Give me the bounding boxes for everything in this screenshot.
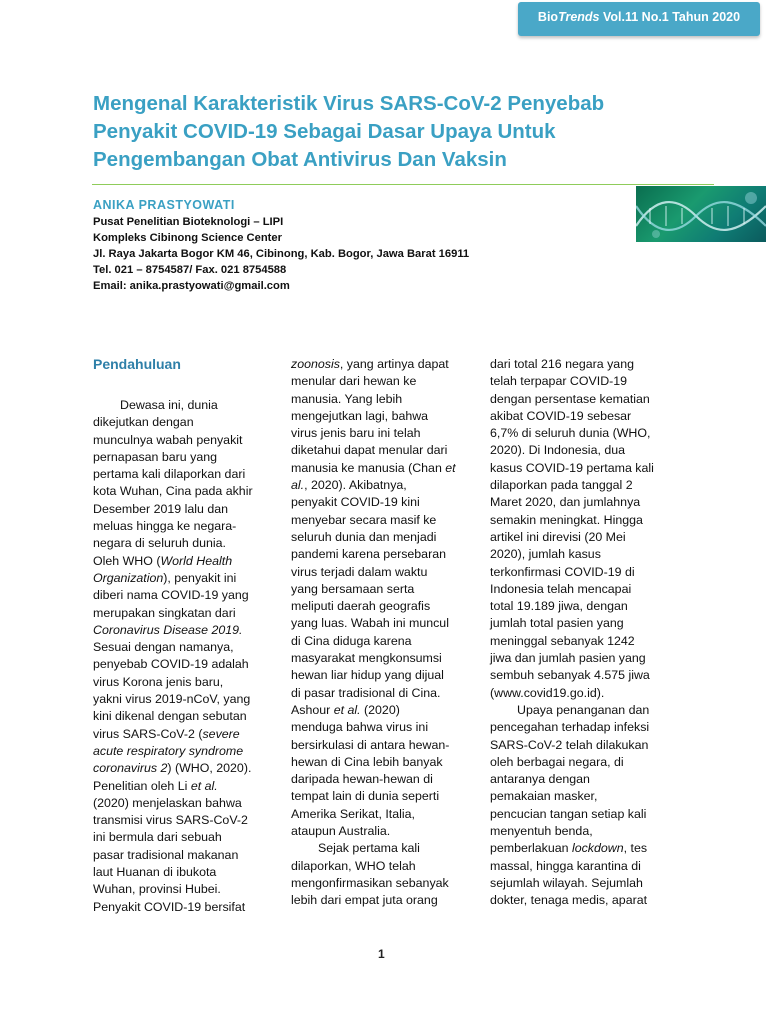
text-line: menular dari hewan ke bbox=[291, 374, 417, 389]
text-line: hewan liar hidup yang dijual bbox=[291, 668, 444, 683]
text-line: meliputi daerah geografis bbox=[291, 599, 431, 614]
text-line: jumlah total pasien yang bbox=[490, 616, 624, 631]
text-line: ataupun Australia. bbox=[291, 824, 391, 839]
text-line: kini dikenal dengan sebutan bbox=[93, 709, 247, 724]
text-line: pemberlakuan lockdown, tes bbox=[490, 841, 648, 856]
affiliation-email: Email: anika.prastyowati@gmail.com bbox=[93, 280, 290, 292]
text-line: virus Korona jenis baru, bbox=[93, 674, 224, 689]
italic-term: et al. bbox=[333, 702, 361, 717]
title-line: Mengenal Karakteristik Virus SARS-CoV-2 Penyebab bbox=[93, 92, 605, 115]
article-title bbox=[93, 90, 693, 174]
text-column-1 bbox=[93, 397, 278, 916]
text-line: pemakaian masker, bbox=[490, 789, 598, 804]
text-line: hewan di Cina lebih banyak bbox=[291, 754, 443, 769]
italic-term: zoonosis bbox=[291, 357, 340, 371]
text-line: acute respiratory syndrome bbox=[93, 743, 244, 758]
text-line: semakin meningkat. Hingga bbox=[490, 512, 643, 527]
text-line: virus terjadi dalam waktu bbox=[291, 564, 428, 579]
text-line: menyentuh benda, bbox=[490, 824, 593, 839]
text-line: dilaporkan, WHO telah bbox=[291, 858, 416, 873]
text-line: pertama kali dilaporkan dari bbox=[93, 467, 246, 482]
text-line: Ashour et al. (2020) bbox=[291, 702, 400, 717]
dna-banner-image bbox=[636, 186, 766, 242]
italic-term: et al. bbox=[190, 778, 218, 793]
text-line: artikel ini direvisi (20 Mei bbox=[490, 529, 626, 544]
text-line: SARS-CoV-2 telah dilakukan bbox=[490, 737, 649, 752]
text-line: mengejutkan lagi, bahwa bbox=[291, 408, 429, 423]
text-line: yakni virus 2019-nCoV, yang bbox=[93, 692, 251, 707]
italic-term: Organization bbox=[93, 570, 164, 585]
text-line: Wuhan, provinsi Hubei. bbox=[93, 882, 221, 897]
text-line: dari total 216 negara yang bbox=[490, 357, 634, 371]
text-line: Penelitian oleh Li et al. bbox=[93, 778, 218, 793]
text-line: 6,7% di seluruh dunia (WHO, bbox=[490, 426, 651, 441]
text-line: munculnya wabah penyakit bbox=[93, 432, 243, 447]
journal-volume: Vol.11 No.1 Tahun 2020 bbox=[599, 10, 741, 24]
text-line: manusia ke manusia (Chan et bbox=[291, 460, 456, 475]
text-line: merupakan singkatan dari bbox=[93, 605, 236, 620]
text-line: total 19.189 jiwa, dengan bbox=[490, 599, 628, 614]
text-line: Penyakit COVID-19 bersifat bbox=[93, 899, 246, 914]
text-line: yang bersamaan serta bbox=[291, 581, 415, 596]
text-line: telah terpapar COVID-19 bbox=[490, 374, 628, 389]
text-line: dengan persentase kematian bbox=[490, 391, 650, 406]
section-heading: Pendahuluan bbox=[93, 356, 181, 372]
text-line: tempat lain di dunia seperti bbox=[291, 789, 440, 804]
text-line: transmisi virus SARS-CoV-2 bbox=[93, 813, 248, 828]
italic-term: lockdown bbox=[571, 841, 624, 856]
text-line: kota Wuhan, Cina pada akhir bbox=[93, 484, 253, 499]
author-affiliation bbox=[93, 214, 613, 294]
text-line: antaranya dengan bbox=[490, 772, 590, 787]
text-line: terkonfirmasi COVID-19 di bbox=[490, 564, 635, 579]
text-line: masyarakat mengkonsumsi bbox=[291, 651, 442, 666]
text-line: mengonfirmasikan sebanyak bbox=[291, 875, 449, 890]
text-line: akibat COVID-19 sebesar bbox=[490, 408, 632, 423]
text-line: penyebab COVID-19 adalah bbox=[93, 657, 249, 672]
text-line: laut Huanan di ibukota bbox=[93, 865, 217, 880]
text-line: menduga bahwa virus ini bbox=[291, 720, 429, 735]
text-line: diketahui dapat menular dari bbox=[291, 443, 448, 458]
text-line: sembuh sebanyak 4.575 jiwa bbox=[490, 668, 650, 683]
affiliation-line: Jl. Raya Jakarta Bogor KM 46, Cibinong, Kab. Bogor, Jawa Barat 16911 bbox=[93, 248, 470, 260]
text-line: Desember 2019 lalu dan bbox=[93, 501, 229, 516]
text-line: daripada hewan-hewan di bbox=[291, 772, 433, 787]
text-line: coronavirus 2) (WHO, 2020). bbox=[93, 761, 252, 776]
text-line: Amerika Serikat, Italia, bbox=[291, 806, 415, 821]
text-line: kasus COVID-19 pertama kali bbox=[490, 460, 654, 475]
journal-badge bbox=[518, 2, 760, 36]
text-line: di Cina diduga karena bbox=[291, 633, 412, 648]
text-line: lebih dari empat juta orang bbox=[291, 893, 438, 908]
text-line: virus SARS-CoV-2 (severe bbox=[93, 726, 240, 741]
text-line: 2020). Di Indonesia, dua bbox=[490, 443, 626, 458]
text-column-2 bbox=[291, 356, 476, 910]
italic-term: coronavirus 2 bbox=[93, 761, 168, 776]
title-line: Penyakit COVID-19 Sebagai Dasar Upaya Untuk bbox=[93, 120, 556, 143]
text-line: meluas hingga ke negara- bbox=[93, 519, 237, 534]
journal-name-bio: Bio bbox=[537, 10, 559, 24]
text-line: Coronavirus Disease 2019. bbox=[93, 622, 243, 637]
text-line: dikejutkan dengan bbox=[93, 415, 194, 430]
text-line: Dewasa ini, dunia bbox=[120, 398, 218, 412]
title-divider bbox=[92, 184, 714, 185]
text-line: pencucian tangan setiap kali bbox=[490, 806, 647, 821]
text-line: Sesuai dengan namanya, bbox=[93, 640, 234, 655]
text-line: pernapasan baru yang bbox=[93, 449, 218, 464]
text-line: Oleh WHO (World Health bbox=[93, 553, 233, 568]
affiliation-line: Kompleks Cibinong Science Center bbox=[93, 232, 282, 244]
italic-term: al. bbox=[291, 478, 305, 493]
text-line: massal, hingga karantina di bbox=[490, 858, 641, 873]
text-line: zoonosis, yang artinya dapat bbox=[291, 357, 449, 371]
text-line: Upaya penanganan dan bbox=[517, 702, 650, 717]
text-line: (www.covid19.go.id). bbox=[490, 685, 605, 700]
text-line: virus jenis baru ini telah bbox=[291, 426, 421, 441]
text-line: diberi nama COVID-19 yang bbox=[93, 588, 249, 603]
affiliation-line: Tel. 021 – 8754587/ Fax. 021 8754588 bbox=[93, 264, 287, 276]
text-line: penyakit COVID-19 kini bbox=[291, 495, 420, 510]
text-line: Organization), penyakit ini bbox=[93, 570, 237, 585]
affiliation-line: Pusat Penelitian Bioteknologi – LIPI bbox=[93, 216, 284, 228]
text-line: negara di seluruh dunia. bbox=[93, 536, 226, 551]
text-line: Sejak pertama kali bbox=[318, 841, 420, 856]
text-line: Indonesia telah mencapai bbox=[490, 581, 632, 596]
text-line: oleh berbagai negara, di bbox=[490, 754, 624, 769]
text-line: yang luas. Wabah ini muncul bbox=[291, 616, 449, 631]
author-name: ANIKA PRASTYOWATI bbox=[93, 198, 235, 212]
italic-term: World Health bbox=[160, 553, 233, 568]
text-line: pasar tradisional makanan bbox=[93, 847, 239, 862]
italic-term: severe bbox=[202, 726, 240, 741]
text-line: manusia. Yang lebih bbox=[291, 391, 403, 406]
title-line: Pengembangan Obat Antivirus Dan Vaksin bbox=[93, 148, 507, 171]
text-line: sejumlah wilayah. Sejumlah bbox=[490, 875, 643, 890]
text-line: di pasar tradisional di Cina. bbox=[291, 685, 441, 700]
text-line: Maret 2020, dan jumlahnya bbox=[490, 495, 641, 510]
text-line: seluruh dunia dan menjadi bbox=[291, 529, 437, 544]
text-line: ini bermula dari sebuah bbox=[93, 830, 222, 845]
text-line: dokter, tenaga medis, aparat bbox=[490, 893, 648, 908]
dna-helix-icon bbox=[636, 186, 766, 242]
text-line: dilaporkan pada tanggal 2 bbox=[490, 478, 633, 493]
italic-term: et bbox=[445, 460, 456, 475]
text-line: (2020) menjelaskan bahwa bbox=[93, 795, 242, 810]
page-number: 1 bbox=[378, 947, 385, 961]
text-line: 2020), jumlah kasus bbox=[490, 547, 601, 562]
text-line: pencegahan terhadap infeksi bbox=[490, 720, 650, 735]
text-column-3 bbox=[490, 356, 675, 910]
text-line: pandemi karena persebaran bbox=[291, 547, 446, 562]
text-line: menyebar secara masif ke bbox=[291, 512, 437, 527]
text-line: al., 2020). Akibatnya, bbox=[291, 478, 407, 493]
text-line: jiwa dan jumlah pasien yang bbox=[490, 651, 646, 666]
text-line: bersirkulasi di antara hewan- bbox=[291, 737, 450, 752]
text-line: meninggal sebanyak 1242 bbox=[490, 633, 635, 648]
journal-name-trends: Trends bbox=[558, 10, 600, 24]
